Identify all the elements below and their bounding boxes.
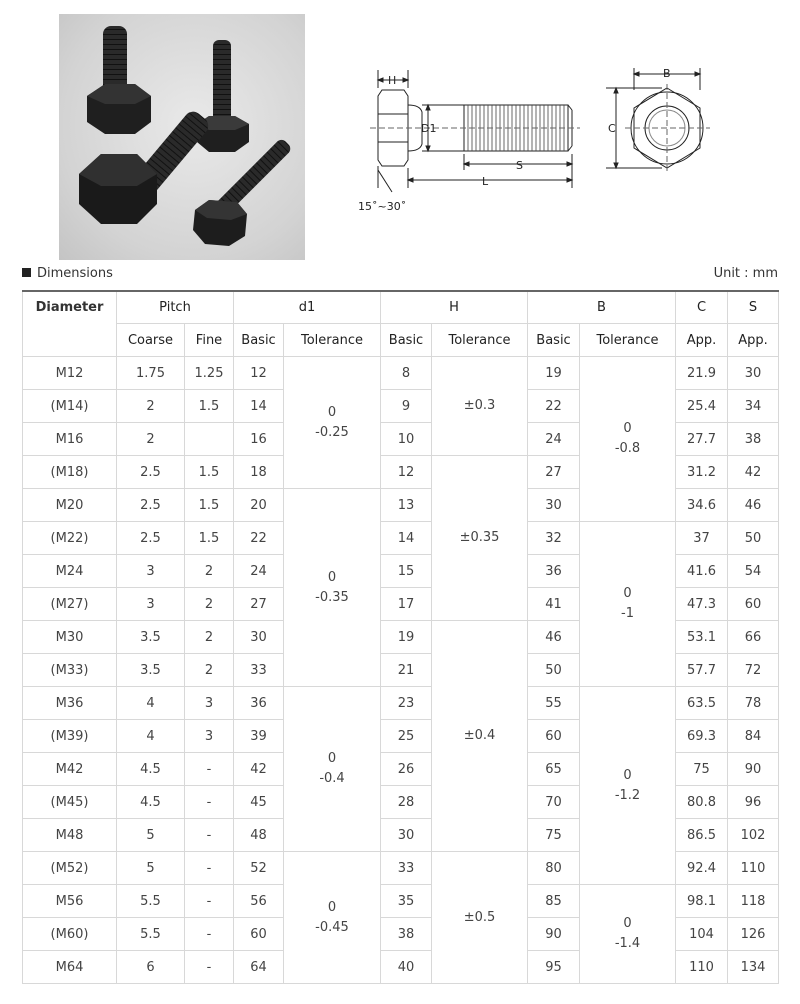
cell-h-basic: 9 bbox=[381, 390, 432, 423]
cell-c-app: 110 bbox=[676, 951, 728, 984]
cell-d1-tolerance-line: 0 bbox=[327, 569, 337, 585]
cell-pitch-coarse: 2 bbox=[117, 423, 185, 456]
cell-diameter: M48 bbox=[23, 819, 117, 852]
cell-pitch-fine: 1.5 bbox=[185, 390, 234, 423]
cell-b-basic: 46 bbox=[528, 621, 580, 654]
unit-label: Unit : mm bbox=[713, 266, 778, 281]
cell-pitch-coarse: 5.5 bbox=[117, 885, 185, 918]
cell-d1-tolerance-line: -0.35 bbox=[315, 589, 349, 605]
subheader-h-basic: Basic bbox=[381, 324, 432, 357]
cell-pitch-fine: 1.5 bbox=[185, 489, 234, 522]
cell-c-app: 41.6 bbox=[676, 555, 728, 588]
label-s: S bbox=[516, 159, 523, 172]
square-bullet-icon bbox=[22, 268, 31, 277]
cell-c-app: 31.2 bbox=[676, 456, 728, 489]
label-l: L bbox=[482, 175, 489, 188]
cell-h-tolerance-line: ±0.35 bbox=[459, 530, 500, 545]
cell-h-basic: 17 bbox=[381, 588, 432, 621]
cell-h-tolerance bbox=[432, 456, 528, 621]
cell-d1-basic: 33 bbox=[234, 654, 284, 687]
cell-b-basic: 65 bbox=[528, 753, 580, 786]
cell-h-basic: 14 bbox=[381, 522, 432, 555]
cell-h-tolerance-line: ±0.5 bbox=[463, 909, 496, 925]
cell-s-app: 42 bbox=[728, 456, 779, 489]
cell-diameter: M20 bbox=[23, 489, 117, 522]
cell-c-app: 21.9 bbox=[676, 357, 728, 390]
subheader-h-tolerance: Tolerance bbox=[432, 324, 528, 357]
cell-b-tolerance-line: -1.2 bbox=[614, 787, 641, 803]
cell-h-basic: 21 bbox=[381, 654, 432, 687]
cell-pitch-fine: 1.25 bbox=[185, 357, 234, 390]
cell-diameter: (M60) bbox=[23, 918, 117, 951]
cell-d1-basic: 24 bbox=[234, 555, 284, 588]
cell-b-basic: 95 bbox=[528, 951, 580, 984]
cell-c-app: 63.5 bbox=[676, 687, 728, 720]
cell-c-app: 86.5 bbox=[676, 819, 728, 852]
cell-h-basic: 12 bbox=[381, 456, 432, 489]
cell-pitch-coarse: 5.5 bbox=[117, 918, 185, 951]
cell-s-app: 72 bbox=[728, 654, 779, 687]
cell-pitch-coarse: 1.75 bbox=[117, 357, 185, 390]
cell-pitch-fine: 2 bbox=[185, 654, 234, 687]
cell-b-tolerance-line: 0 bbox=[623, 421, 632, 436]
cell-d1-tolerance-line: 0 bbox=[327, 404, 337, 420]
cell-c-app: 53.1 bbox=[676, 621, 728, 654]
cell-s-app: 90 bbox=[728, 753, 779, 786]
cell-d1-basic: 14 bbox=[234, 390, 284, 423]
cell-d1-basic: 45 bbox=[234, 786, 284, 819]
cell-d1-basic: 52 bbox=[234, 852, 284, 885]
header-s: S bbox=[728, 291, 779, 324]
cell-h-basic: 28 bbox=[381, 786, 432, 819]
header-d1: d1 bbox=[234, 291, 381, 324]
cell-d1-tolerance bbox=[284, 357, 381, 489]
subheader-b-basic: Basic bbox=[528, 324, 580, 357]
cell-d1-basic: 60 bbox=[234, 918, 284, 951]
cell-pitch-coarse: 3.5 bbox=[117, 654, 185, 687]
label-b: B bbox=[663, 67, 671, 80]
label-h: H bbox=[388, 74, 397, 87]
cell-pitch-coarse: 4 bbox=[117, 720, 185, 753]
cell-d1-tolerance bbox=[284, 489, 381, 687]
cell-d1-basic: 56 bbox=[234, 885, 284, 918]
cell-b-basic: 41 bbox=[528, 588, 580, 621]
cell-pitch-coarse: 3 bbox=[117, 588, 185, 621]
cell-pitch-coarse: 2.5 bbox=[117, 456, 185, 489]
cell-pitch-coarse: 3 bbox=[117, 555, 185, 588]
cell-d1-basic: 30 bbox=[234, 621, 284, 654]
cell-h-basic: 33 bbox=[381, 852, 432, 885]
cell-pitch-coarse: 2.5 bbox=[117, 522, 185, 555]
cell-s-app: 34 bbox=[728, 390, 779, 423]
cell-b-basic: 50 bbox=[528, 654, 580, 687]
cell-s-app: 60 bbox=[728, 588, 779, 621]
cell-s-app: 38 bbox=[728, 423, 779, 456]
cell-d1-basic: 42 bbox=[234, 753, 284, 786]
cell-diameter: M64 bbox=[23, 951, 117, 984]
cell-d1-tolerance-line: -0.4 bbox=[319, 771, 345, 786]
cell-pitch-fine: - bbox=[185, 852, 234, 885]
dimensions-table bbox=[22, 290, 779, 984]
cell-c-app: 57.7 bbox=[676, 654, 728, 687]
cell-d1-basic: 16 bbox=[234, 423, 284, 456]
cell-s-app: 66 bbox=[728, 621, 779, 654]
cell-c-app: 34.6 bbox=[676, 489, 728, 522]
cell-d1-basic: 39 bbox=[234, 720, 284, 753]
cell-h-basic: 30 bbox=[381, 819, 432, 852]
product-photo bbox=[59, 14, 305, 260]
header-h: H bbox=[381, 291, 528, 324]
cell-diameter: M16 bbox=[23, 423, 117, 456]
cell-diameter: M24 bbox=[23, 555, 117, 588]
cell-s-app: 134 bbox=[728, 951, 779, 984]
cell-b-tolerance bbox=[580, 885, 676, 984]
cell-diameter: (M22) bbox=[23, 522, 117, 555]
cell-h-basic: 38 bbox=[381, 918, 432, 951]
subheader-fine: Fine bbox=[185, 324, 234, 357]
cell-s-app: 118 bbox=[728, 885, 779, 918]
cell-diameter: (M14) bbox=[23, 390, 117, 423]
cell-d1-tolerance-line: -0.25 bbox=[315, 424, 349, 440]
cell-h-basic: 35 bbox=[381, 885, 432, 918]
cell-b-basic: 85 bbox=[528, 885, 580, 918]
table-row bbox=[23, 357, 779, 390]
cell-h-basic: 23 bbox=[381, 687, 432, 720]
cell-pitch-fine: 3 bbox=[185, 687, 234, 720]
section-title bbox=[22, 266, 113, 281]
header-diameter: Diameter bbox=[23, 291, 117, 357]
cell-d1-tolerance-line: 0 bbox=[327, 899, 337, 915]
cell-h-tolerance bbox=[432, 621, 528, 852]
cell-pitch-coarse: 4 bbox=[117, 687, 185, 720]
cell-s-app: 30 bbox=[728, 357, 779, 390]
label-c: C bbox=[608, 122, 616, 135]
cell-b-tolerance bbox=[580, 522, 676, 687]
cell-c-app: 37 bbox=[676, 522, 728, 555]
cell-h-basic: 15 bbox=[381, 555, 432, 588]
cell-b-basic: 22 bbox=[528, 390, 580, 423]
cell-h-basic: 19 bbox=[381, 621, 432, 654]
cell-d1-tolerance bbox=[284, 687, 381, 852]
cell-d1-basic: 36 bbox=[234, 687, 284, 720]
cell-diameter: (M52) bbox=[23, 852, 117, 885]
cell-s-app: 96 bbox=[728, 786, 779, 819]
header-c: C bbox=[676, 291, 728, 324]
cell-d1-basic: 20 bbox=[234, 489, 284, 522]
cell-pitch-coarse: 2.5 bbox=[117, 489, 185, 522]
cell-pitch-fine: 2 bbox=[185, 621, 234, 654]
cell-c-app: 98.1 bbox=[676, 885, 728, 918]
cell-b-basic: 60 bbox=[528, 720, 580, 753]
cell-pitch-coarse: 5 bbox=[117, 852, 185, 885]
cell-d1-basic: 27 bbox=[234, 588, 284, 621]
cell-b-tolerance bbox=[580, 357, 676, 522]
cell-pitch-fine: 1.5 bbox=[185, 522, 234, 555]
subheader-c-app: App. bbox=[676, 324, 728, 357]
cell-b-tolerance-line: -0.8 bbox=[614, 441, 641, 456]
subheader-s-app: App. bbox=[728, 324, 779, 357]
cell-b-tolerance-line: 0 bbox=[623, 916, 632, 931]
bolt-dimension-diagram bbox=[350, 60, 730, 224]
cell-b-tolerance-line: -1.4 bbox=[614, 936, 641, 951]
cell-s-app: 54 bbox=[728, 555, 779, 588]
cell-h-tolerance-line: ±0.3 bbox=[463, 398, 496, 413]
cell-pitch-fine: - bbox=[185, 918, 234, 951]
cell-d1-basic: 48 bbox=[234, 819, 284, 852]
cell-c-app: 92.4 bbox=[676, 852, 728, 885]
cell-s-app: 50 bbox=[728, 522, 779, 555]
cell-b-tolerance-line: 0 bbox=[623, 586, 632, 601]
cell-diameter: M42 bbox=[23, 753, 117, 786]
cell-diameter: M36 bbox=[23, 687, 117, 720]
cell-pitch-coarse: 6 bbox=[117, 951, 185, 984]
cell-b-basic: 19 bbox=[528, 357, 580, 390]
cell-d1-basic: 12 bbox=[234, 357, 284, 390]
cell-pitch-coarse: 4.5 bbox=[117, 753, 185, 786]
table-subheader-row bbox=[23, 324, 779, 357]
cell-diameter: (M33) bbox=[23, 654, 117, 687]
cell-b-tolerance-line: 0 bbox=[623, 767, 632, 783]
cell-h-tolerance bbox=[432, 852, 528, 984]
cell-h-basic: 26 bbox=[381, 753, 432, 786]
bolt-end-view bbox=[606, 68, 710, 172]
cell-b-basic: 75 bbox=[528, 819, 580, 852]
cell-pitch-fine: - bbox=[185, 786, 234, 819]
cell-d1-basic: 22 bbox=[234, 522, 284, 555]
cell-b-basic: 32 bbox=[528, 522, 580, 555]
cell-pitch-coarse: 2 bbox=[117, 390, 185, 423]
cell-b-basic: 24 bbox=[528, 423, 580, 456]
cell-c-app: 69.3 bbox=[676, 720, 728, 753]
cell-b-basic: 36 bbox=[528, 555, 580, 588]
cell-pitch-fine: 2 bbox=[185, 588, 234, 621]
table-header-row bbox=[23, 291, 779, 324]
table-row bbox=[23, 522, 779, 555]
cell-h-basic: 13 bbox=[381, 489, 432, 522]
cell-pitch-coarse: 4.5 bbox=[117, 786, 185, 819]
header-pitch: Pitch bbox=[117, 291, 234, 324]
cell-s-app: 110 bbox=[728, 852, 779, 885]
cell-b-basic: 27 bbox=[528, 456, 580, 489]
cell-pitch-coarse: 5 bbox=[117, 819, 185, 852]
cell-pitch-fine: - bbox=[185, 819, 234, 852]
cell-diameter: M12 bbox=[23, 357, 117, 390]
cell-d1-basic: 64 bbox=[234, 951, 284, 984]
cell-diameter: M30 bbox=[23, 621, 117, 654]
cell-pitch-fine: - bbox=[185, 951, 234, 984]
cell-pitch-fine: 3 bbox=[185, 720, 234, 753]
cell-h-basic: 8 bbox=[381, 357, 432, 390]
cell-c-app: 47.3 bbox=[676, 588, 728, 621]
cell-d1-tolerance-line: 0 bbox=[327, 751, 337, 766]
table-row bbox=[23, 687, 779, 720]
cell-h-basic: 10 bbox=[381, 423, 432, 456]
cell-pitch-fine: 1.5 bbox=[185, 456, 234, 489]
label-d1: D1 bbox=[421, 122, 437, 135]
cell-diameter: (M45) bbox=[23, 786, 117, 819]
cell-h-basic: 40 bbox=[381, 951, 432, 984]
subheader-b-tolerance: Tolerance bbox=[580, 324, 676, 357]
table-body bbox=[23, 357, 779, 984]
cell-c-app: 75 bbox=[676, 753, 728, 786]
table-row bbox=[23, 885, 779, 918]
cell-diameter: (M39) bbox=[23, 720, 117, 753]
cell-d1-basic: 18 bbox=[234, 456, 284, 489]
cell-diameter: (M27) bbox=[23, 588, 117, 621]
cell-s-app: 46 bbox=[728, 489, 779, 522]
cell-s-app: 102 bbox=[728, 819, 779, 852]
cell-pitch-fine: - bbox=[185, 753, 234, 786]
cell-b-basic: 90 bbox=[528, 918, 580, 951]
label-angle: 15˚~30˚ bbox=[358, 200, 407, 213]
cell-pitch-coarse: 3.5 bbox=[117, 621, 185, 654]
subheader-d1-basic: Basic bbox=[234, 324, 284, 357]
cell-h-basic: 25 bbox=[381, 720, 432, 753]
cell-b-tolerance-line: -1 bbox=[621, 606, 634, 621]
cell-c-app: 25.4 bbox=[676, 390, 728, 423]
cell-s-app: 126 bbox=[728, 918, 779, 951]
cell-d1-tolerance bbox=[284, 852, 381, 984]
cell-pitch-fine: 2 bbox=[185, 555, 234, 588]
cell-pitch-fine bbox=[185, 423, 234, 456]
cell-b-basic: 70 bbox=[528, 786, 580, 819]
subheader-coarse: Coarse bbox=[117, 324, 185, 357]
cell-b-tolerance bbox=[580, 687, 676, 885]
bolts-image bbox=[59, 14, 305, 260]
bolt-side-view bbox=[370, 70, 580, 192]
cell-c-app: 27.7 bbox=[676, 423, 728, 456]
subheader-d1-tolerance: Tolerance bbox=[284, 324, 381, 357]
cell-h-tolerance-line: ±0.4 bbox=[463, 728, 496, 743]
cell-d1-tolerance-line: -0.45 bbox=[315, 919, 349, 935]
cell-diameter: M56 bbox=[23, 885, 117, 918]
cell-b-basic: 80 bbox=[528, 852, 580, 885]
cell-b-basic: 30 bbox=[528, 489, 580, 522]
cell-h-tolerance bbox=[432, 357, 528, 456]
cell-b-basic: 55 bbox=[528, 687, 580, 720]
cell-c-app: 104 bbox=[676, 918, 728, 951]
section-header bbox=[22, 266, 778, 286]
cell-s-app: 78 bbox=[728, 687, 779, 720]
cell-diameter: (M18) bbox=[23, 456, 117, 489]
cell-s-app: 84 bbox=[728, 720, 779, 753]
section-title-text: Dimensions bbox=[37, 266, 113, 281]
cell-c-app: 80.8 bbox=[676, 786, 728, 819]
cell-pitch-fine: - bbox=[185, 885, 234, 918]
header-b: B bbox=[528, 291, 676, 324]
